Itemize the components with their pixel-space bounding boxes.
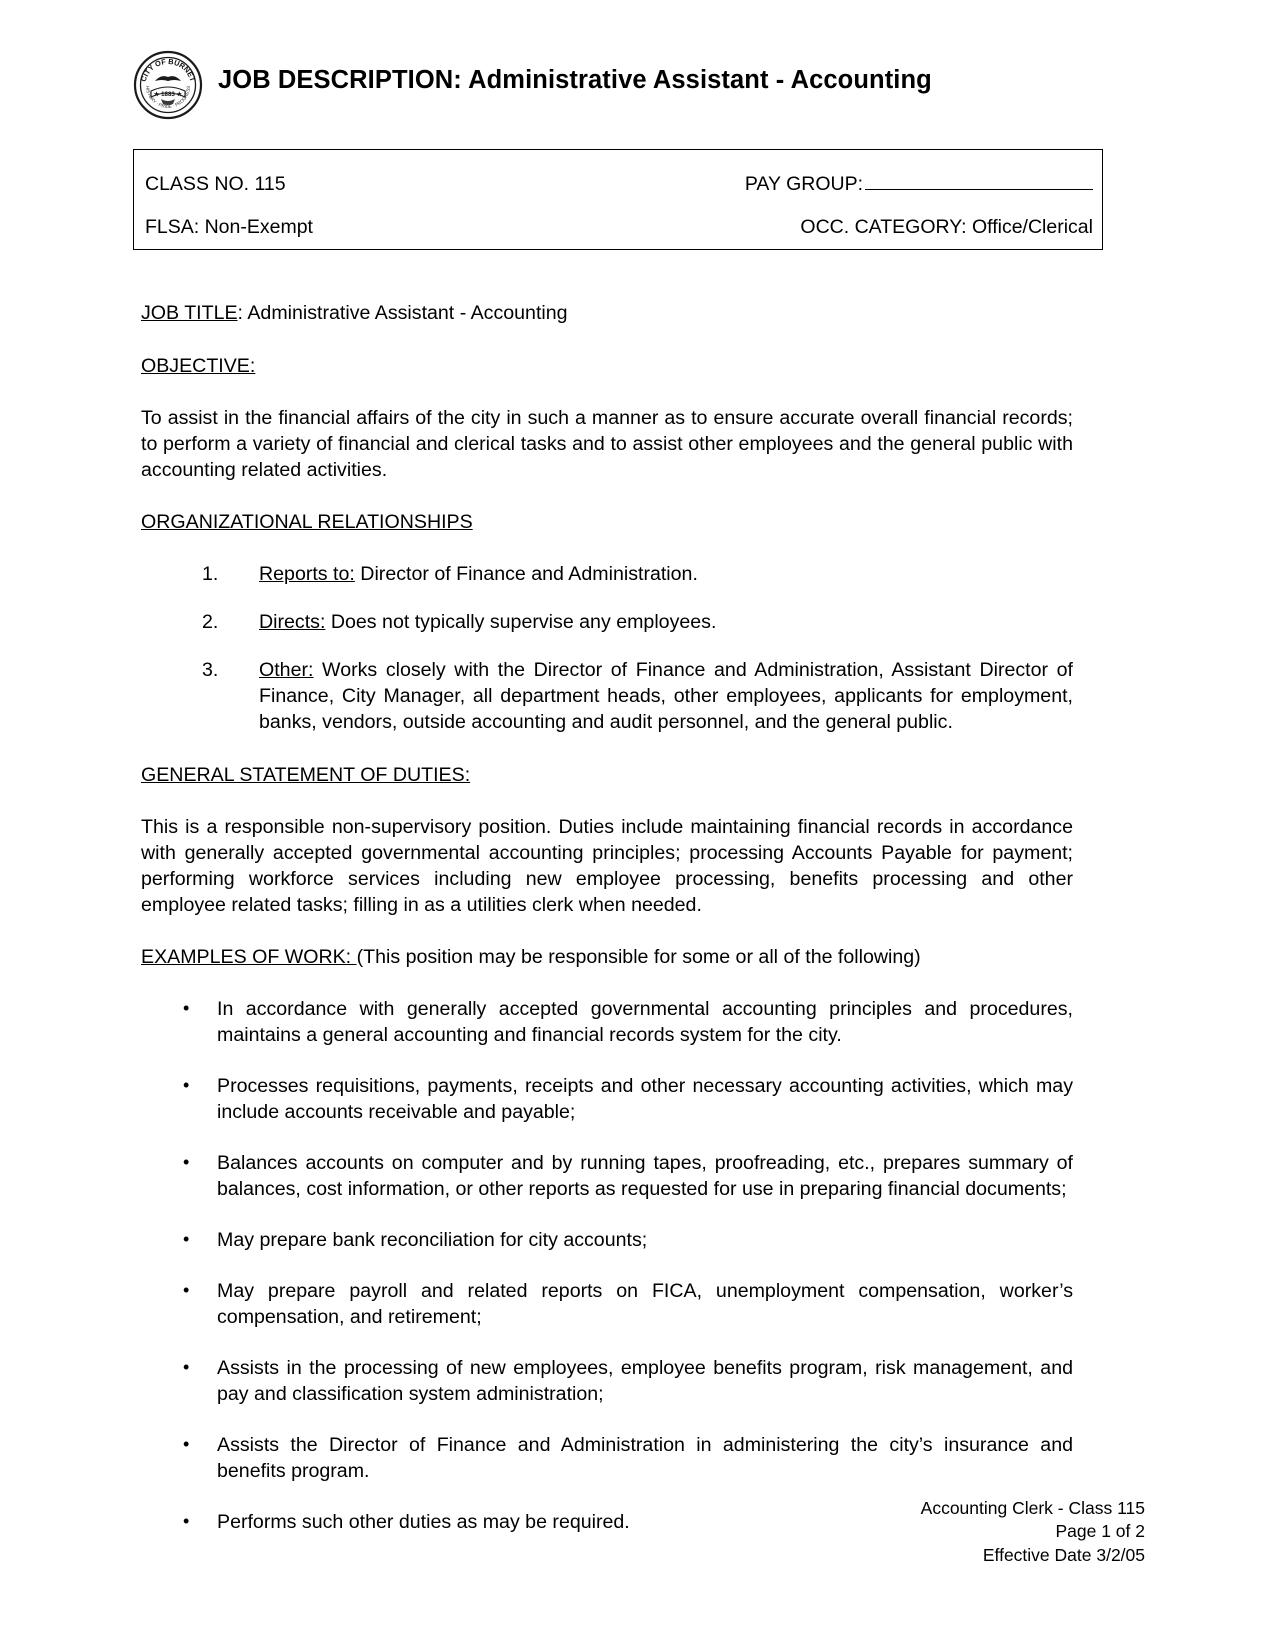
- info-row-class: [134, 173, 1102, 213]
- examples-of-work-note: (This position may be responsible for some or all of the following): [356, 945, 921, 968]
- svg-text:★ 1883 ★: ★ 1883 ★: [153, 91, 183, 99]
- list-item-text: May prepare bank reconciliation for city accounts;: [217, 1229, 648, 1252]
- footer-page-number: Page 1 of 2: [1055, 1521, 1145, 1542]
- document-body: [141, 300, 1073, 1535]
- job-title-value: : Administrative Assistant - Accounting: [237, 302, 568, 324]
- pay-group-label: PAY GROUP:: [744, 173, 863, 195]
- list-item: [141, 1227, 1073, 1253]
- footer-effective-date: Effective Date 3/2/05: [982, 1544, 1145, 1565]
- org-relationships-list: [141, 561, 1073, 735]
- job-title-line: [141, 300, 1073, 326]
- item-number: 2.: [202, 611, 219, 634]
- occ-category: OCC. CATEGORY: Office/Clerical: [800, 216, 1093, 238]
- objective-heading: [141, 353, 1073, 379]
- general-duties-paragraph: This is a responsible non-supervisory position. Duties include maintaining financial records in accordance with generally accepted governmental accounting principles; processing Accounts Payable for payment; performing workforce services including new employee processing, benefits processing and other employee related tasks; filling in as a utilities clerk when needed.: [141, 815, 1073, 916]
- svg-text:CITY OF BURNET: CITY OF BURNET: [138, 56, 198, 83]
- list-item: [141, 1432, 1073, 1484]
- list-item: [141, 1278, 1073, 1330]
- page-footer: [921, 1497, 1145, 1567]
- examples-of-work-heading-text: EXAMPLES OF WORK:: [141, 945, 357, 968]
- list-item-text: Assists in the processing of new employees, employee benefits program, risk management, and pay and classification system administration;: [217, 1357, 1073, 1406]
- info-row-flsa: [134, 216, 1102, 256]
- list-item-text: May prepare payroll and related reports on FICA, unemployment compensation, worker’s compensation, and retirement;: [217, 1280, 1073, 1329]
- list-item: [141, 561, 1073, 587]
- org-relationships-heading-text: ORGANIZATIONAL RELATIONSHIPS: [141, 511, 473, 534]
- item-text: Does not typically supervise any employees.: [325, 611, 717, 634]
- class-number: CLASS NO. 115: [145, 173, 286, 195]
- list-item: [141, 1073, 1073, 1125]
- footer-class-line: Accounting Clerk - Class 115: [920, 1498, 1145, 1518]
- bullet-icon: •: [183, 1074, 190, 1095]
- flsa-status: FLSA: Non-Exempt: [145, 216, 313, 238]
- bullet-icon: •: [183, 1280, 190, 1301]
- item-number: 3.: [202, 659, 219, 682]
- list-item: [141, 657, 1073, 735]
- objective-heading-text: OBJECTIVE:: [141, 355, 256, 378]
- bullet-icon: •: [183, 1511, 190, 1532]
- item-label: Other:: [259, 659, 314, 682]
- item-text: Director of Finance and Administration.: [354, 563, 698, 586]
- svg-text:HISTORY · PRIDE · PROGRESS: HISTORY · PRIDE · PROGRESS: [144, 85, 192, 110]
- list-item-text: Assists the Director of Finance and Administration in administering the city’s insurance and benefits program.: [217, 1434, 1073, 1483]
- page-title: JOB DESCRIPTION: Administrative Assistant - Accounting: [218, 66, 932, 94]
- item-label: Directs:: [259, 611, 326, 634]
- examples-of-work-list: [141, 996, 1073, 1536]
- list-item: [141, 609, 1073, 635]
- list-item-text: Performs such other duties as may be required.: [217, 1511, 630, 1534]
- bullet-icon: •: [183, 1151, 190, 1172]
- list-item-text: Balances accounts on computer and by running tapes, proofreading, etc., prepares summary of balances, cost information, or other reports as requested for use in preparing financial documents;: [217, 1151, 1073, 1201]
- list-item-text: In accordance with generally accepted governmental accounting principles and procedures, maintains a general accounting and financial records system for the city.: [217, 997, 1073, 1046]
- list-item-text: Processes requisitions, payments, receipts and other necessary accounting activities, which may include accounts receivable and payable;: [217, 1074, 1073, 1123]
- list-item: [141, 996, 1073, 1048]
- bullet-icon: •: [183, 1229, 190, 1250]
- bullet-icon: •: [183, 1357, 190, 1378]
- item-text: Works closely with the Director of Finance and Administration, Assistant Director of Finance, City Manager, all department heads, other employees, applicants for employment, banks, vendors, outside accounting and audit personnel, and the general public.: [259, 659, 1073, 734]
- list-item: [141, 1355, 1073, 1407]
- examples-of-work-heading: [141, 944, 1073, 970]
- item-number: 1.: [202, 563, 219, 586]
- bullet-icon: •: [183, 997, 190, 1018]
- pay-group-blank[interactable]: [865, 174, 1093, 190]
- org-relationships-heading: [141, 509, 1073, 535]
- job-title-label: JOB TITLE: [141, 302, 238, 324]
- bullet-icon: •: [183, 1434, 190, 1455]
- general-duties-heading-text: GENERAL STATEMENT OF DUTIES:: [141, 763, 471, 786]
- general-duties-heading: [141, 762, 1073, 788]
- pay-group-field: [745, 173, 1093, 196]
- document-header: [133, 46, 1108, 126]
- class-info-box: [133, 149, 1103, 250]
- objective-paragraph: To assist in the financial affairs of the city in such a manner as to ensure accurate overall financial records; to perform a variety of financial and clerical tasks and to assist other employees and the general public with accounting related activities.: [141, 407, 1073, 482]
- city-seal-icon: [133, 50, 203, 120]
- list-item: [141, 1150, 1073, 1202]
- item-label: Reports to:: [259, 563, 355, 586]
